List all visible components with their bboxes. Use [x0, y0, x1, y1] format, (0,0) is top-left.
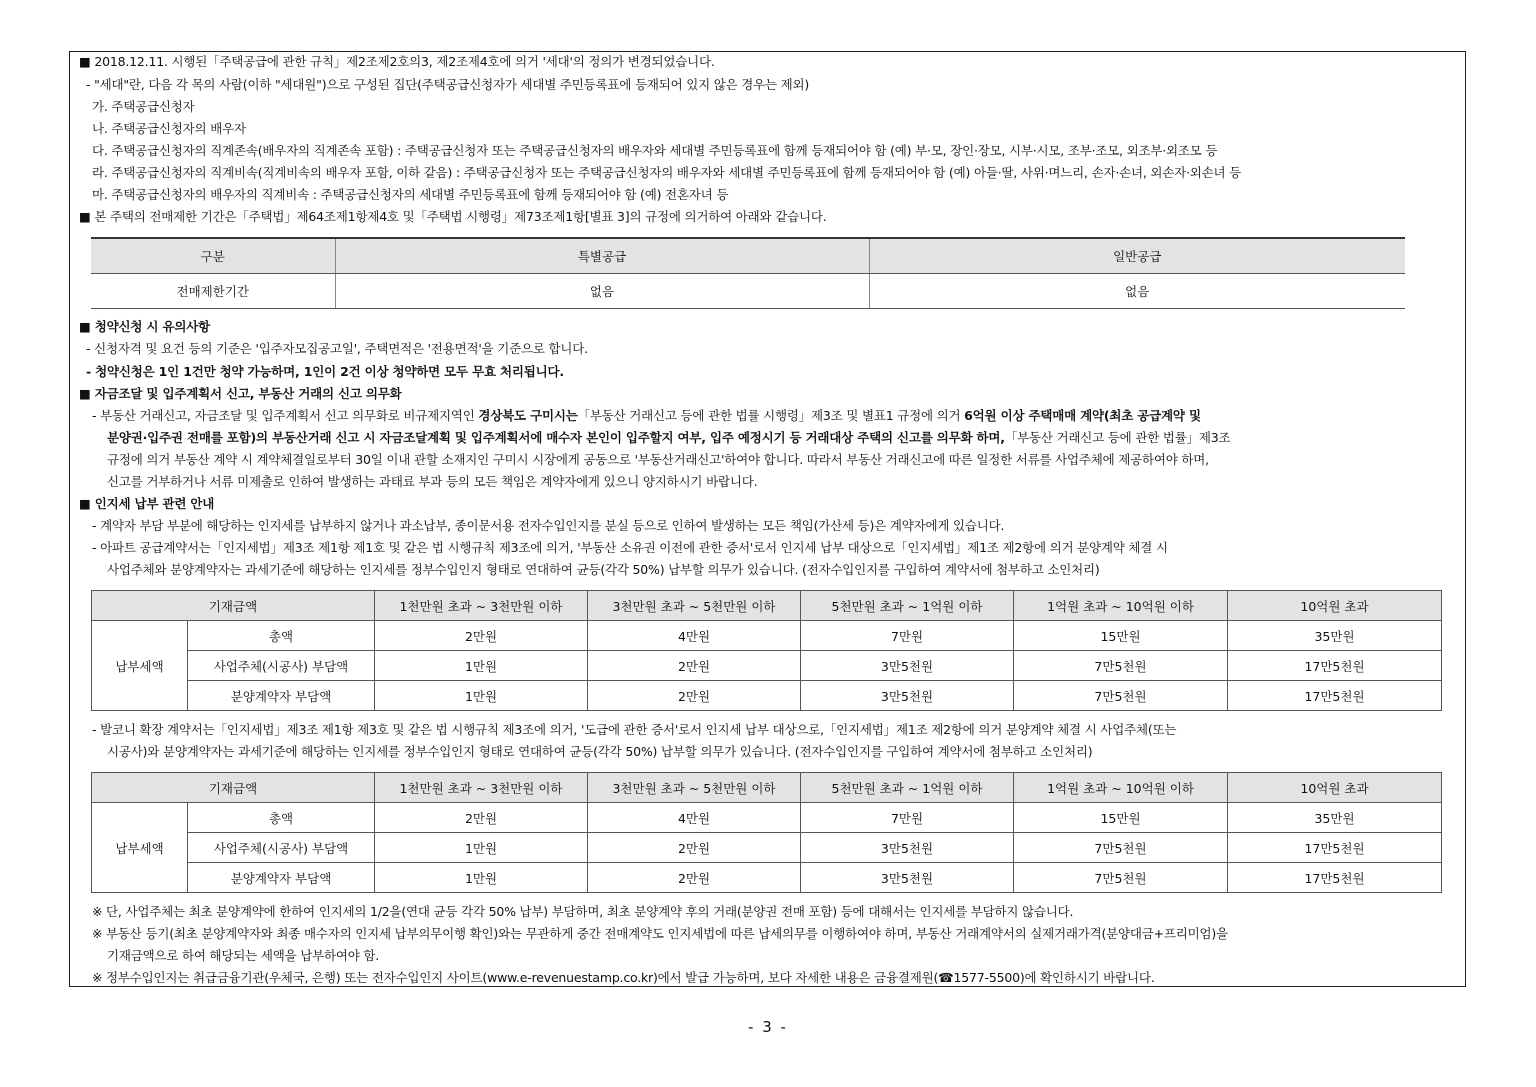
stamp-cell: 2만원: [588, 863, 801, 893]
stamp-header-cell: 기재금액: [92, 591, 375, 621]
stamp-line: - 아파트 공급계약서는「인지세법」제3조 제1항 제1호 및 같은 법 시행규칙 제3조에 의거, '부동산 소유권 이전에 관한 증서'로서 인지세 납부 대상으로「인지세법」제1조 제2항에 의거 분양계약 체결 시: [92, 540, 1168, 555]
stamp-cell: 7만5천원: [1014, 833, 1228, 863]
stamp-cell: 2만원: [588, 833, 801, 863]
balcony-line: 시공사)와 분양계약자는 과세기준에 해당하는 인지세를 정부수입인지 형태로 연대하여 균등(각각 50%) 납부할 의무가 있습니다. (전자수입인지를 구입하여 계약서에 첨부하고 소인처리): [107, 744, 1093, 759]
stamp-cell: 7만5천원: [1014, 651, 1228, 681]
stamp-header-cell: 3천만원 초과 ~ 5천만원 이하: [588, 773, 801, 803]
stamp-header-cell: 3천만원 초과 ~ 5천만원 이하: [588, 591, 801, 621]
stamp-group-label: 납부세액: [92, 803, 188, 893]
funding-line-4: 신고를 거부하거나 서류 미제출로 인하여 발생하는 과태료 부과 등의 모든 책임은 계약자에게 있으니 양지하시기 바랍니다.: [107, 474, 758, 489]
stamp-table-balcony: [91, 772, 1442, 893]
stamp-cell: 2만원: [375, 621, 588, 651]
stamp-cell: 35만원: [1228, 803, 1442, 833]
stamp-group-label: 납부세액: [92, 621, 188, 711]
funding-line-3: 규정에 의거 부동산 계약 시 계약체결일로부터 30일 이내 관할 소재지인 구미시 시장에게 공동으로 '부동산거래신고'하여야 합니다. 따라서 부동산 거래신고에 따른 일정한 서류를 사업주체에 제공하여야 하며,: [107, 452, 1209, 467]
resale-table: [91, 237, 1405, 309]
note-line: 기재금액으로 하여 해당되는 세액을 납부하여야 함.: [107, 948, 380, 963]
stamp-row-label: 분양계약자 부담액: [188, 681, 375, 711]
note-line: ※ 단, 사업주체는 최초 분양계약에 한하여 인지세의 1/2을(연대 균등 각각 50% 납부) 부담하며, 최초 분양계약 후의 거래(분양권 전매 포함) 등에 대해서는 인지세를 부담하지 않습니다.: [92, 904, 1074, 919]
stamp-header-cell: 1억원 초과 ~ 10억원 이하: [1014, 773, 1228, 803]
stamp-cell: 15만원: [1014, 621, 1228, 651]
stamp-row-label: 사업주체(시공사) 부담액: [188, 833, 375, 863]
stamp-cell: 15만원: [1014, 803, 1228, 833]
note-line: ※ 부동산 등기(최초 분양계약자와 최종 매수자의 인지세 납부의무이행 확인)와는 무관하게 중간 전매계약도 인지세법에 따른 납세의무를 이행하여야 하며, 부동산 거래계약서의 실제거래가격(분양대금+프리미엄)을: [92, 926, 1228, 941]
resale-header-cell: 구분: [91, 238, 335, 273]
stamp-cell: 17만5천원: [1228, 681, 1442, 711]
stamp-cell: 7만원: [801, 621, 1014, 651]
stamp-line: 사업주체와 분양계약자는 과세기준에 해당하는 인지세를 정부수입인지 형태로 연대하여 균등(각각 50%) 납부할 의무가 있습니다. (전자수입인지를 구입하여 계약서에 첨부하고 소인처리): [107, 562, 1100, 577]
stamp-cell: 1만원: [375, 651, 588, 681]
household-definition-intro: - "세대"란, 다음 각 목의 사람(이하 "세대원")으로 구성된 집단(주택공급신청자가 세대별 주민등록표에 등재되어 있지 않은 경우는 제외): [86, 77, 810, 92]
stamp-cell: 17만5천원: [1228, 651, 1442, 681]
funding-text-bold: 6억원 이상 주택매매 계약(최초 공급계약 및: [964, 408, 1201, 423]
stamp-row-label: 사업주체(시공사) 부담액: [188, 651, 375, 681]
stamp-cell: 2만원: [588, 651, 801, 681]
resale-cell: 없음: [869, 273, 1405, 308]
funding-text: 「부동산 거래신고 등에 관한 법률 시행령」제3조 및 별표1 규정에 의거: [577, 408, 965, 423]
stamp-cell: 1만원: [375, 833, 588, 863]
resale-cell: 없음: [335, 273, 869, 308]
resale-notice: ■ 본 주택의 전매제한 기간은「주택법」제64조제1항제4호 및「주택법 시행령」제73조제1항[별표 3]의 규정에 의거하여 아래와 같습니다.: [79, 209, 827, 224]
stamp-row-label: 총액: [188, 621, 375, 651]
stamp-row-label: 총액: [188, 803, 375, 833]
stamp-line: - 계약자 부담 부분에 해당하는 인지세를 납부하지 않거나 과소납부, 종이문서용 전자수입인지를 분실 등으로 인하여 발생하는 모든 책임(가산세 등)은 계약자에게 있습니다.: [92, 518, 1005, 533]
stamp-header-cell: 1천만원 초과 ~ 3천만원 이하: [375, 773, 588, 803]
stamp-cell: 17만5천원: [1228, 833, 1442, 863]
stamp-header-cell: 5천만원 초과 ~ 1억원 이하: [801, 591, 1014, 621]
funding-title: ■ 자금조달 및 입주계획서 신고, 부동산 거래의 신고 의무화: [79, 386, 402, 401]
balcony-line: - 발코니 확장 계약서는「인지세법」제3조 제1항 제3호 및 같은 법 시행규칙 제3조에 의거, '도급에 관한 증서'로서 인지세 납부 대상으로,「인지세법」제1조 제2항에 의거 분양계약 체결 시 사업주체(또는: [92, 722, 1177, 737]
resale-header-cell: 특별공급: [335, 238, 869, 273]
household-item: 마. 주택공급신청자의 배우자의 직계비속 : 주택공급신청자의 세대별 주민등록표에 함께 등재되어야 함 (예) 전혼자녀 등: [92, 187, 729, 202]
resale-header-cell: 일반공급: [869, 238, 1405, 273]
stamp-cell: 3만5천원: [801, 863, 1014, 893]
stamp-cell: 2만원: [375, 803, 588, 833]
stamp-row-label: 분양계약자 부담액: [188, 863, 375, 893]
caution-title: ■ 청약신청 시 유의사항: [79, 319, 210, 334]
household-item: 라. 주택공급신청자의 직계비속(직계비속의 배우자 포함, 이하 같음) : 주택공급신청자 또는 주택공급신청자의 배우자와 세대별 주민등록표에 함께 등재되어야 함 (예) 아들·딸, 사위·며느리, 손자·손녀, 외손자·외손녀 등: [92, 165, 1242, 180]
funding-line-1: [92, 407, 1201, 425]
stamp-cell: 35만원: [1228, 621, 1442, 651]
stamp-cell: 17만5천원: [1228, 863, 1442, 893]
stamp-cell: 4만원: [588, 621, 801, 651]
stamp-cell: 3만5천원: [801, 833, 1014, 863]
funding-text: - 부동산 거래신고, 자금조달 및 입주계획서 신고 의무화로 비규제지역인: [92, 408, 479, 423]
stamp-header-cell: 1천만원 초과 ~ 3천만원 이하: [375, 591, 588, 621]
stamp-header-cell: 10억원 초과: [1228, 773, 1442, 803]
household-item: 다. 주택공급신청자의 직계존속(배우자의 직계존속 포함) : 주택공급신청자 또는 주택공급신청자의 배우자와 세대별 주민등록표에 함께 등재되어야 함 (예) 부·모, 장인·장모, 시부·시모, 조부·조모, 외조부·외조모 등: [92, 143, 1218, 158]
stamp-cell: 7만5천원: [1014, 863, 1228, 893]
household-notice: ■ 2018.12.11. 시행된「주택공급에 관한 규칙」제2조제2호의3, 제2조제4호에 의거 '세대'의 정의가 변경되었습니다.: [79, 54, 715, 69]
caution-line-bold: - 청약신청은 1인 1건만 청약 가능하며, 1인이 2건 이상 청약하면 모두 무효 처리됩니다.: [86, 364, 564, 379]
resale-cell: 전매제한기간: [91, 273, 335, 308]
household-item: 나. 주택공급신청자의 배우자: [92, 121, 246, 136]
stamp-title: ■ 인지세 납부 관련 안내: [79, 496, 215, 511]
funding-line-2: [107, 429, 1230, 447]
page-number: - 3 -: [748, 1018, 788, 1036]
stamp-header-cell: 기재금액: [92, 773, 375, 803]
stamp-cell: 4만원: [588, 803, 801, 833]
funding-text-bold: 경상북도 구미시는: [478, 408, 578, 423]
funding-text-bold: 분양권·입주권 전매를 포함)의 부동산거래 신고 시 자금조달계획 및 입주계획서에 매수자 본인이 입주할지 여부, 입주 예정시기 등 거래대상 주택의 신고를 의무화 하며,: [107, 430, 1005, 445]
stamp-cell: 2만원: [588, 681, 801, 711]
stamp-header-cell: 5천만원 초과 ~ 1억원 이하: [801, 773, 1014, 803]
stamp-cell: 7만5천원: [1014, 681, 1228, 711]
caution-line: - 신청자격 및 요건 등의 기준은 '입주자모집공고일', 주택면적은 '전용면적'을 기준으로 합니다.: [86, 341, 588, 356]
stamp-cell: 7만원: [801, 803, 1014, 833]
stamp-cell: 1만원: [375, 863, 588, 893]
stamp-cell: 3만5천원: [801, 651, 1014, 681]
household-item: 가. 주택공급신청자: [92, 99, 195, 114]
stamp-header-cell: 10억원 초과: [1228, 591, 1442, 621]
stamp-cell: 3만5천원: [801, 681, 1014, 711]
stamp-table-apartment: [91, 590, 1442, 711]
stamp-header-cell: 1억원 초과 ~ 10억원 이하: [1014, 591, 1228, 621]
note-line: ※ 정부수입인지는 취급금융기관(우체국, 은행) 또는 전자수입인지 사이트(www.e-revenuestamp.co.kr)에서 발급 가능하며, 보다 자세한 내용은 금융결제원(☎1577-5500)에 확인하시기 바랍니다.: [92, 970, 1155, 985]
stamp-cell: 1만원: [375, 681, 588, 711]
funding-text: 「부동산 거래신고 등에 관한 법률」제3조: [1004, 430, 1231, 445]
